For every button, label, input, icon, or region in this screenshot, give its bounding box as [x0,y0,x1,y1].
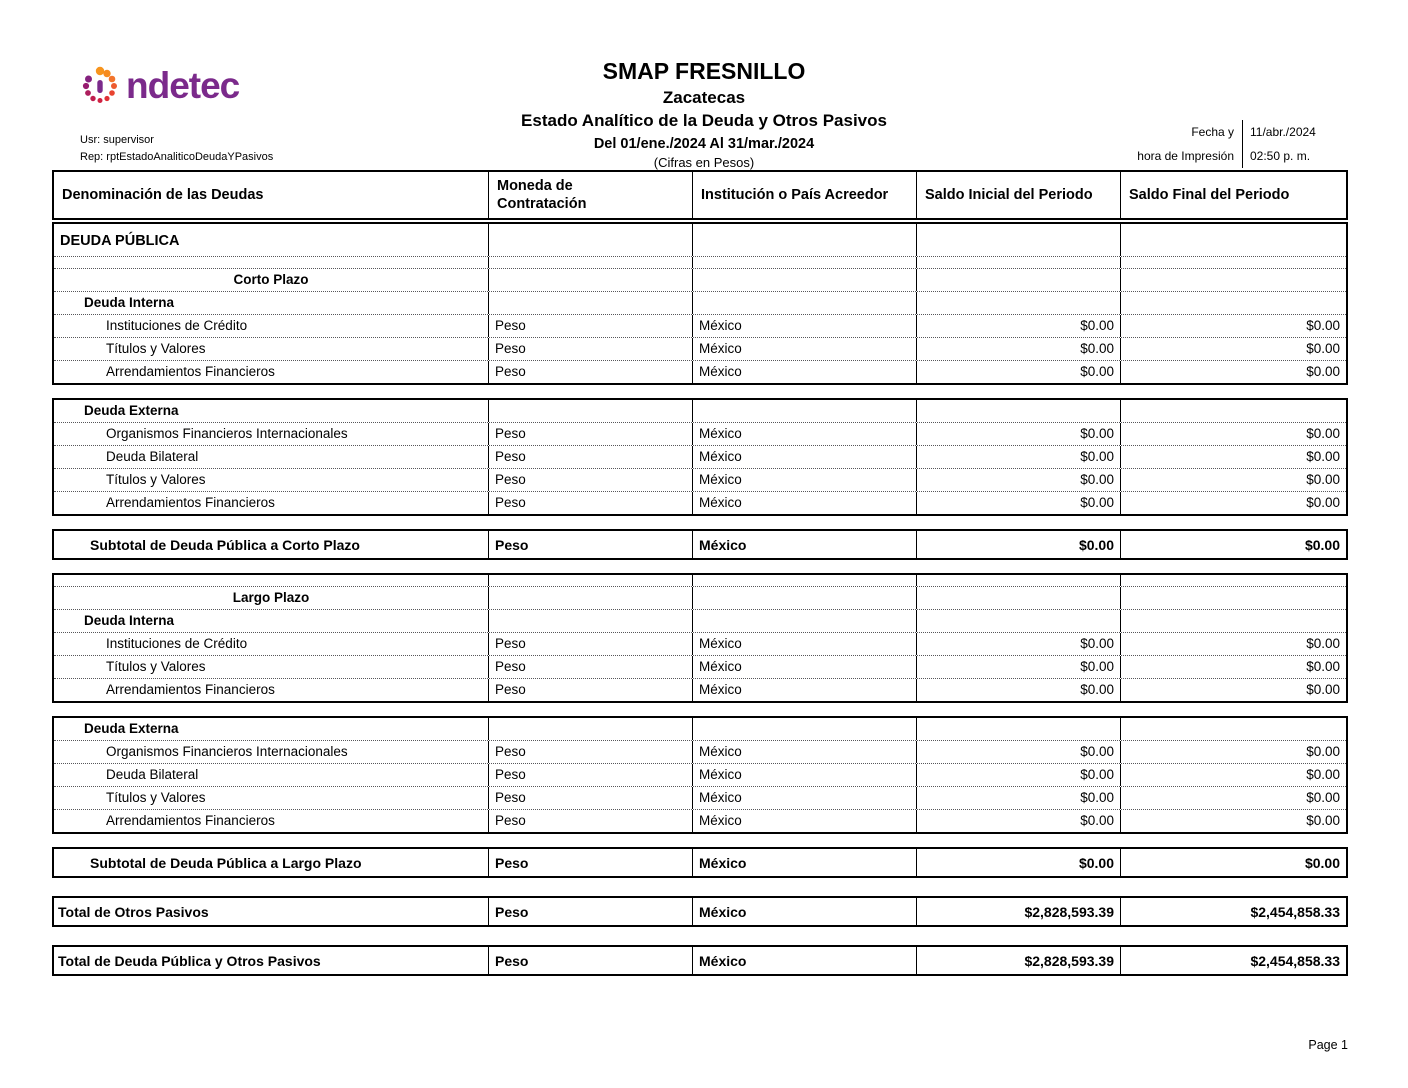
table-row-detail [54,422,1346,445]
cell-saldo-final: $2,454,858.33 [1250,904,1340,920]
cell-saldo-inicial: $0.00 [917,679,1121,701]
print-info-labels [1137,120,1242,168]
hora-value: 02:50 p. m. [1250,149,1311,163]
cell-institucion: México [693,656,917,678]
cell-denominacion: Títulos y Valores [54,469,489,491]
table-row-center [54,586,1346,609]
cell-saldo-inicial: $0.00 [917,446,1121,468]
table-row-detail [54,763,1346,786]
table-block [52,847,1348,878]
table-row-detail [54,360,1346,383]
report-period: Del 01/ene./2024 Al 31/mar./2024 [593,136,815,152]
table-row-group [54,400,1346,422]
cell-saldo-final: $0.00 [1304,855,1340,871]
cell-saldo-final: $0.00 [1306,636,1340,651]
cell-institucion [693,610,917,632]
cell-denominacion: Organismos Financieros Internacionales [54,423,489,445]
cell-institucion [693,400,917,422]
cell-denominacion: Organismos Financieros Internacionales [54,741,489,763]
cell-institucion: México [693,423,917,445]
cell-institucion: México [693,898,917,925]
cell-institucion [693,718,917,740]
cell-denominacion [54,257,489,268]
table-row-spacer [54,256,1346,268]
cell-saldo-inicial: $0.00 [917,849,1121,876]
cell-institucion: México [693,361,917,383]
cell-saldo-inicial [917,610,1121,632]
cell-denominacion: Títulos y Valores [54,338,489,360]
cell-saldo-final: $0.00 [1306,813,1340,828]
cell-denominacion: Títulos y Valores [54,656,489,678]
cell-saldo-final: $0.00 [1306,744,1340,759]
cell-saldo-final: $0.00 [1306,449,1340,464]
table-row-title [54,224,1346,256]
cell-institucion: México [693,810,917,832]
cell-saldo-inicial [917,257,1121,268]
cell-moneda: Peso [489,656,693,678]
cell-institucion [693,269,917,291]
cell-saldo-final: $0.00 [1306,682,1340,697]
cell-institucion: México [693,338,917,360]
report-name: Estado Analítico de la Deuda y Otros Pasivos [521,111,887,130]
cell-moneda [489,224,693,256]
cell-moneda: Peso [489,361,693,383]
table-block [52,573,1348,703]
table-row-detail [54,655,1346,678]
cell-saldo-final [1121,610,1346,632]
cell-saldo-final [1121,400,1346,422]
report-id-line: Rep: rptEstadoAnaliticoDeudaYPasivos [80,151,274,163]
table-block [52,398,1348,516]
cell-saldo-final [1121,224,1346,256]
column-header-saldo-final: Saldo Final del Periodo [1129,187,1290,203]
cell-saldo-inicial: $0.00 [917,469,1121,491]
cell-saldo-final: $0.00 [1306,659,1340,674]
table-row-subtotal [54,531,1346,558]
cell-institucion: México [693,446,917,468]
column-header-institucion: Institución o País Acreedor [693,172,917,218]
cell-denominacion: DEUDA PÚBLICA [54,224,489,256]
cell-denominacion: Arrendamientos Financieros [54,810,489,832]
table-block [52,529,1348,560]
cell-institucion: México [693,679,917,701]
cell-saldo-inicial [917,718,1121,740]
debt-table [52,170,1348,976]
cell-moneda: Peso [489,633,693,655]
debt-table-body [52,222,1348,976]
cell-moneda: Peso [489,764,693,786]
table-header-row [52,170,1348,220]
cell-moneda [489,575,693,586]
cell-institucion: México [693,849,917,876]
cell-moneda: Peso [489,741,693,763]
table-row-center [54,268,1346,291]
cell-saldo-final [1121,718,1346,740]
cell-saldo-inicial: $0.00 [917,633,1121,655]
cell-denominacion: Deuda Externa [54,400,489,422]
cell-institucion: México [693,633,917,655]
table-row-group [54,718,1346,740]
cell-moneda [489,257,693,268]
cell-moneda [489,587,693,609]
cell-saldo-inicial [917,269,1121,291]
hora-label: hora de Impresión [1137,149,1234,163]
fecha-value: 11/abr./2024 [1250,125,1316,139]
table-row-detail [54,468,1346,491]
cifras-note: (Cifras en Pesos) [653,155,755,170]
cell-moneda [489,269,693,291]
cell-saldo-inicial: $0.00 [917,361,1121,383]
cell-moneda [489,610,693,632]
entity-state: Zacatecas [662,88,746,107]
cell-saldo-inicial: $0.00 [917,423,1121,445]
cell-saldo-inicial: $0.00 [917,656,1121,678]
cell-moneda: Peso [489,469,693,491]
table-row-group [54,609,1346,632]
indetec-logo-text: ndetec [126,64,240,106]
cell-saldo-inicial: $0.00 [917,741,1121,763]
cell-moneda: Peso [489,423,693,445]
cell-denominacion: Arrendamientos Financieros [54,492,489,514]
print-info [1137,120,1326,168]
table-row-detail [54,491,1346,514]
cell-institucion: México [693,764,917,786]
cell-denominacion: Largo Plazo [54,587,489,609]
table-row-detail [54,337,1346,360]
cell-institucion [693,575,917,586]
cell-saldo-inicial [917,224,1121,256]
cell-saldo-final [1121,292,1346,314]
cell-institucion [693,224,917,256]
page-number: Page 1 [1308,1038,1348,1052]
cell-denominacion: Deuda Bilateral [54,446,489,468]
cell-saldo-inicial [917,575,1121,586]
cell-institucion [693,257,917,268]
fecha-label: Fecha y [1191,125,1234,139]
table-row-total [54,898,1346,925]
cell-moneda [489,292,693,314]
table-row-detail [54,786,1346,809]
cell-institucion: México [693,492,917,514]
cell-saldo-final: $2,454,858.33 [1250,953,1340,969]
cell-institucion [693,292,917,314]
table-block [52,716,1348,834]
column-header-saldo-inicial: Saldo Inicial del Periodo [917,172,1121,218]
cell-moneda: Peso [489,898,693,925]
cell-moneda: Peso [489,787,693,809]
cell-saldo-final [1121,269,1346,291]
table-row-total [54,947,1346,974]
cell-moneda: Peso [489,810,693,832]
cell-denominacion [54,575,489,586]
print-info-values [1242,120,1326,168]
cell-moneda: Peso [489,947,693,974]
cell-saldo-final: $0.00 [1306,495,1340,510]
cell-denominacion: Deuda Interna [54,292,489,314]
cell-saldo-final: $0.00 [1304,537,1340,553]
table-block [52,222,1348,385]
cell-moneda: Peso [489,849,693,876]
cell-saldo-inicial: $2,828,593.39 [917,898,1121,925]
table-row-spacer [54,575,1346,586]
cell-moneda: Peso [489,446,693,468]
table-row-subtotal [54,849,1346,876]
cell-denominacion: Corto Plazo [54,269,489,291]
cell-denominacion: Deuda Interna [54,610,489,632]
cell-saldo-final: $0.00 [1306,318,1340,333]
cell-denominacion: Arrendamientos Financieros [54,679,489,701]
cell-institucion: México [693,469,917,491]
cell-saldo-final [1121,257,1346,268]
table-block [52,896,1348,927]
cell-moneda: Peso [489,315,693,337]
cell-saldo-final: $0.00 [1306,472,1340,487]
cell-denominacion: Instituciones de Crédito [54,633,489,655]
cell-moneda: Peso [489,338,693,360]
cell-institucion: México [693,315,917,337]
table-block [52,945,1348,976]
cell-saldo-final: $0.00 [1306,426,1340,441]
table-row-detail [54,809,1346,832]
table-row-detail [54,678,1346,701]
table-row-group [54,291,1346,314]
cell-denominacion: Subtotal de Deuda Pública a Largo Plazo [54,849,489,876]
cell-saldo-inicial: $0.00 [917,787,1121,809]
cell-denominacion: Títulos y Valores [54,787,489,809]
column-header-moneda: Moneda de Contratación [489,172,693,218]
cell-institucion: México [693,531,917,558]
cell-saldo-inicial [917,292,1121,314]
table-row-detail [54,445,1346,468]
cell-saldo-inicial: $0.00 [917,810,1121,832]
cell-institucion [693,587,917,609]
cell-moneda: Peso [489,531,693,558]
table-row-detail [54,314,1346,337]
cell-saldo-inicial [917,400,1121,422]
cell-saldo-final [1121,587,1346,609]
cell-denominacion: Deuda Externa [54,718,489,740]
cell-saldo-inicial [917,587,1121,609]
cell-moneda: Peso [489,492,693,514]
cell-saldo-inicial: $0.00 [917,338,1121,360]
cell-denominacion: Instituciones de Crédito [54,315,489,337]
table-row-detail [54,740,1346,763]
column-header-denominacion: Denominación de las Deudas [54,172,489,218]
user-line: Usr: supervisor [80,134,154,146]
cell-institucion: México [693,787,917,809]
cell-saldo-final: $0.00 [1306,341,1340,356]
cell-saldo-final: $0.00 [1306,767,1340,782]
cell-denominacion: Deuda Bilateral [54,764,489,786]
cell-institucion: México [693,947,917,974]
cell-saldo-inicial: $0.00 [917,764,1121,786]
cell-saldo-final: $0.00 [1306,364,1340,379]
cell-moneda: Peso [489,679,693,701]
cell-saldo-inicial: $2,828,593.39 [917,947,1121,974]
cell-saldo-inicial: $0.00 [917,315,1121,337]
cell-saldo-inicial: $0.00 [917,531,1121,558]
cell-moneda [489,400,693,422]
cell-denominacion: Arrendamientos Financieros [54,361,489,383]
cell-saldo-inicial: $0.00 [917,492,1121,514]
cell-denominacion: Total de Otros Pasivos [54,898,489,925]
cell-saldo-final: $0.00 [1306,790,1340,805]
cell-saldo-final [1121,575,1346,586]
table-row-detail [54,632,1346,655]
cell-denominacion: Subtotal de Deuda Pública a Corto Plazo [54,531,489,558]
cell-denominacion: Total de Deuda Pública y Otros Pasivos [54,947,489,974]
cell-institucion: México [693,741,917,763]
cell-moneda [489,718,693,740]
entity-title: SMAP FRESNILLO [602,58,806,84]
